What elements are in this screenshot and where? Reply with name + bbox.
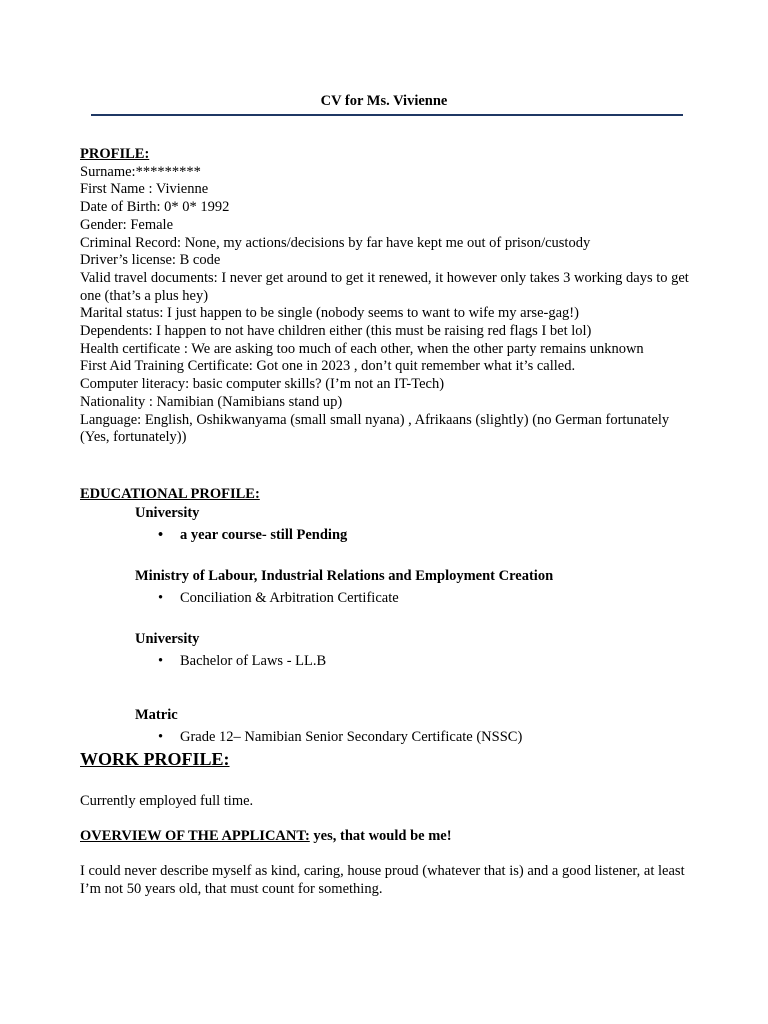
overview-tail: yes, that would be me! [309, 828, 452, 844]
overview-heading: OVERVIEW OF THE APPLICANT: [80, 828, 310, 844]
profile-section [80, 146, 700, 447]
work-heading: WORK PROFILE: [80, 749, 230, 769]
overview-line [80, 827, 690, 845]
profile-line-marital-status: Marital status: I just happen to be single (nobody seems to want to wife my arse-gag!) [80, 305, 579, 322]
education-institution: Matric [135, 707, 178, 723]
education-item [158, 653, 326, 670]
profile-line-criminal-record: Criminal Record: None, my actions/decisions by far have kept me out of prison/custody [80, 234, 591, 251]
bullet-icon: • [158, 653, 164, 669]
profile-line-dob: Date of Birth: 0* 0* 1992 [80, 199, 230, 216]
education-institution: University [135, 505, 200, 521]
education-institution: University [135, 631, 200, 647]
cv-title: CV for Ms. Vivienne [320, 93, 448, 109]
profile-line-drivers-license: Driver’s license: B code [80, 252, 221, 269]
bullet-icon: • [158, 590, 164, 606]
profile-line-surname: Surname:********* [80, 163, 201, 180]
education-item-text: Grade 12– Namibian Senior Secondary Certificate (NSSC) [180, 729, 523, 745]
profile-line-first-aid: First Aid Training Certificate: Got one in 2023 , don’t quit remember what it’s called. [80, 358, 576, 375]
overview-text: I could never describe myself as kind, caring, house proud (whatever that is) and a good listener, at least I’m not 50 years old, that must count for something. [80, 863, 685, 897]
profile-line-health-certificate: Health certificate : We are asking too much of each other, when the other party remains unknown [80, 340, 644, 357]
education-institution: Ministry of Labour, Industrial Relations and Employment Creation [135, 568, 554, 584]
education-heading: EDUCATIONAL PROFILE: [80, 486, 260, 502]
title-rule [91, 114, 683, 116]
profile-line-computer-literacy: Computer literacy: basic computer skills? (I’m not an IT-Tech) [80, 376, 445, 393]
bullet-icon: • [158, 729, 164, 745]
profile-line-nationality: Nationality : Namibian (Namibians stand up) [80, 393, 343, 410]
education-item [158, 729, 522, 746]
education-item [158, 590, 399, 607]
work-text: Currently employed full time. [80, 793, 254, 809]
education-item-text: Conciliation & Arbitration Certificate [180, 590, 399, 606]
profile-line-dependents: Dependents: I happen to not have children either (this must be raising red flags I bet lol) [80, 323, 592, 340]
profile-line-gender: Gender: Female [80, 216, 174, 233]
profile-line-language: Language: English, Oshikwanyama (small small nyana) , Afrikaans (slightly) (no German fortunately (Yes, fortunately)) [80, 411, 670, 446]
education-item-text: Bachelor of Laws - LL.B [180, 653, 327, 669]
education-item [158, 527, 347, 544]
profile-line-travel-documents: Valid travel documents: I never get around to get it renewed, it however only takes 3 working days to get one (that’s a plus hey) [80, 269, 689, 304]
bullet-icon: • [158, 527, 164, 543]
profile-line-first-name: First Name : Vivienne [80, 181, 209, 198]
profile-heading: PROFILE: [80, 146, 150, 162]
education-item-text: a year course- still Pending [180, 527, 348, 543]
